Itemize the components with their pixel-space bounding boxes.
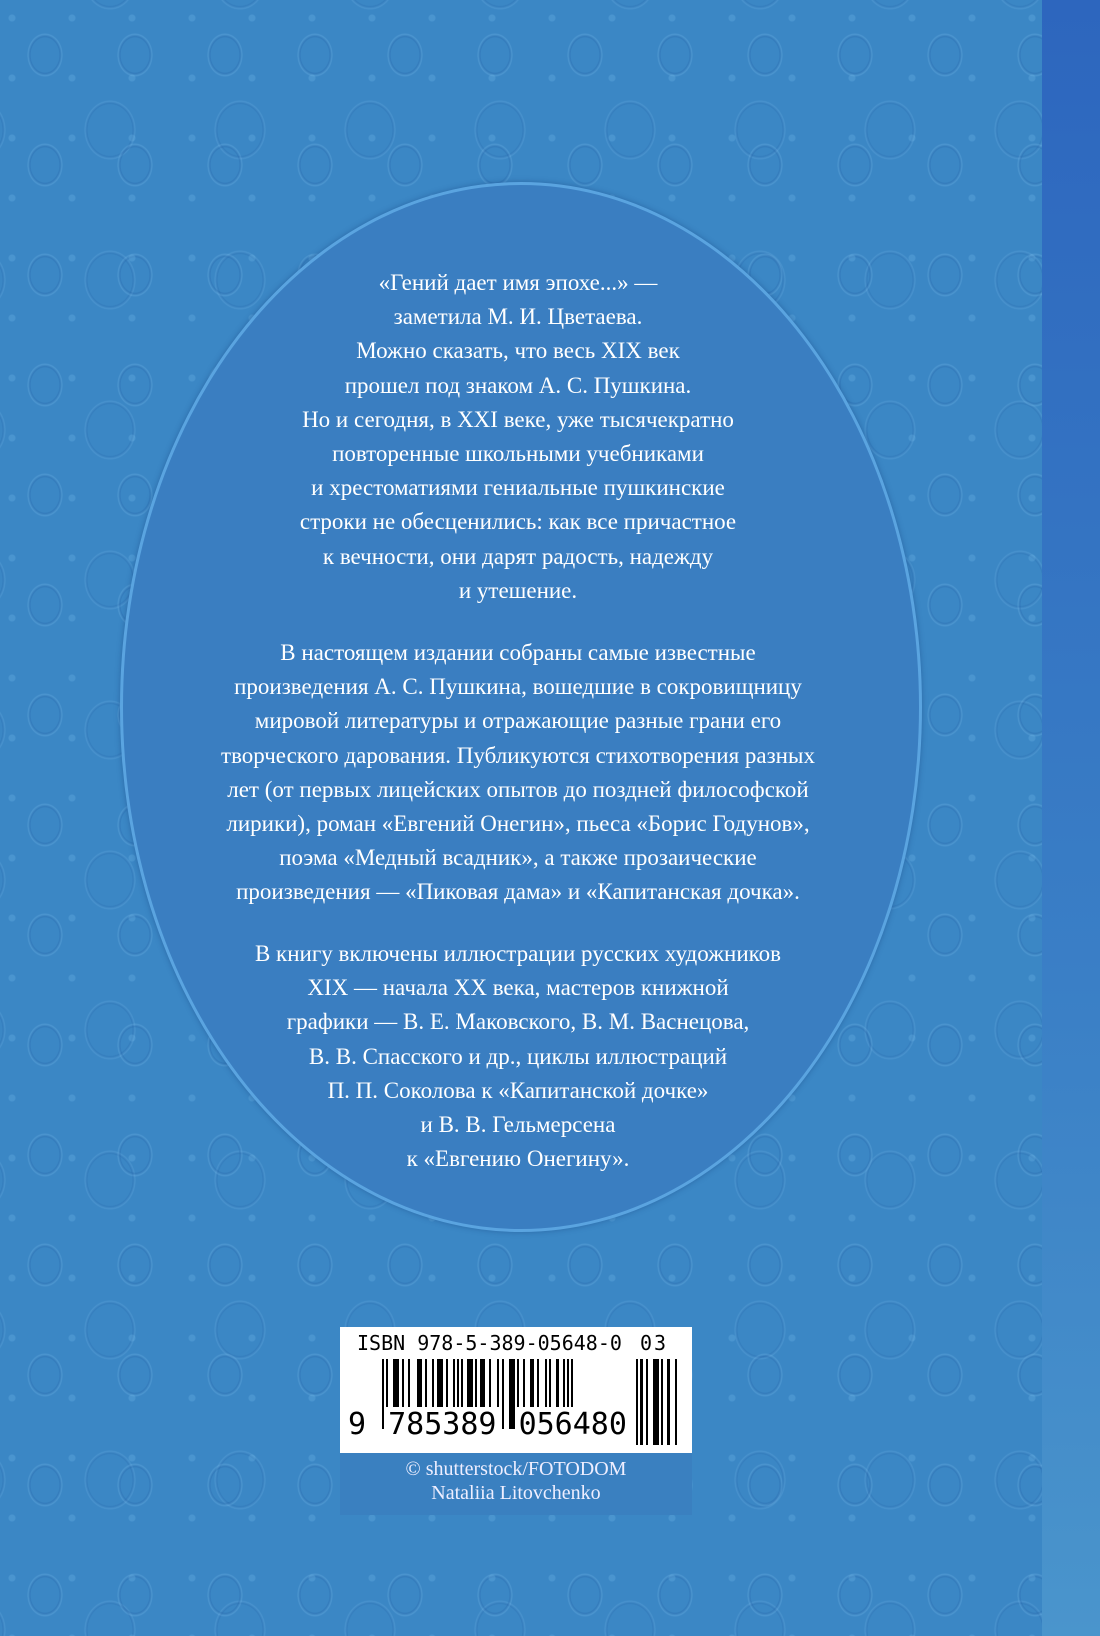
text-line: лирики), роман «Евгений Онегин», пьеса «Борис Годунов», [226,811,810,837]
text-line: Можно сказать, что весь XIX век [356,338,680,364]
text-line: повторенные школьными учебниками [332,441,704,467]
barcode-bar [667,1359,670,1445]
text-line: поэма «Медный всадник», а также прозаические [279,845,757,871]
text-line: В настоящем издании собраны самые известные [280,640,756,665]
text-line: к вечности, они дарят радость, надежду [322,543,714,569]
text-line: произведения А. С. Пушкина, вошедшие в сокровищницу [234,674,802,700]
barcode-group-1: 785389 [388,1407,497,1442]
barcode-bar [661,1359,663,1445]
text-line: В книгу включены иллюстрации русских художников [254,941,782,966]
isbn-barcode-box [340,1327,692,1453]
annotation-paragraph-3 [150,937,886,1176]
text-line: «Гений дает имя эпохе...» — [378,270,658,295]
annotation-paragraph-1 [150,266,886,608]
barcode-bar [636,1359,638,1445]
credit-line-1: © shutterstock/FOTODOM [405,1458,627,1480]
text-line: и хрестоматиями гениальные пушкинские [311,475,725,501]
text-line: В. В. Спасского и др., циклы иллюстраций [308,1043,728,1069]
text-line: произведения — «Пиковая дама» и «Капитанская дочка». [236,879,800,905]
barcode-bar [646,1359,648,1445]
barcode-first-digit: 9 [348,1407,367,1442]
text-line: графики — В. Е. Маковского, В. М. Васнецова, [286,1009,750,1035]
photo-credit [340,1453,692,1515]
credit-line-2: Nataliia Litovchenko [431,1482,601,1504]
text-line: заметила М. И. Цветаева. [393,304,643,330]
barcode-group-2: 056480 [518,1407,627,1442]
barcode-digits [346,1407,629,1442]
barcode-addon-bars [636,1359,688,1445]
text-line: и утешение. [458,577,578,603]
text-line: творческого дарования. Публикуются стихотворения разных [221,742,815,768]
text-line: XIX — начала XX века, мастеров книжной [307,975,729,1001]
text-line: лет (от первых лицейских опытов до поздней философской [227,776,809,802]
barcode-bar [675,1359,677,1445]
barcode-bar [653,1359,659,1445]
isbn-label: ISBN 978-5-389-05648-0 [357,1331,622,1355]
text-line: П. П. Соколова к «Капитанской дочке» [327,1077,709,1103]
text-line: мировой литературы и отражающие разные грани его [254,708,782,734]
text-line: Но и сегодня, в XXI веке, уже тысячекратно [302,406,734,432]
text-line: строки не обесценились: как все причастное [299,509,737,535]
annotation-paragraph-2 [150,636,886,910]
text-line: и В. В. Гельмерсена [420,1112,616,1138]
barcode-bar [640,1359,643,1445]
text-line: прошел под знаком А. С. Пушкина. [344,372,692,398]
text-line: к «Евгению Онегину». [406,1146,630,1172]
spine-edge [1042,0,1100,1636]
barcode-addon-number: 03 [640,1331,669,1355]
